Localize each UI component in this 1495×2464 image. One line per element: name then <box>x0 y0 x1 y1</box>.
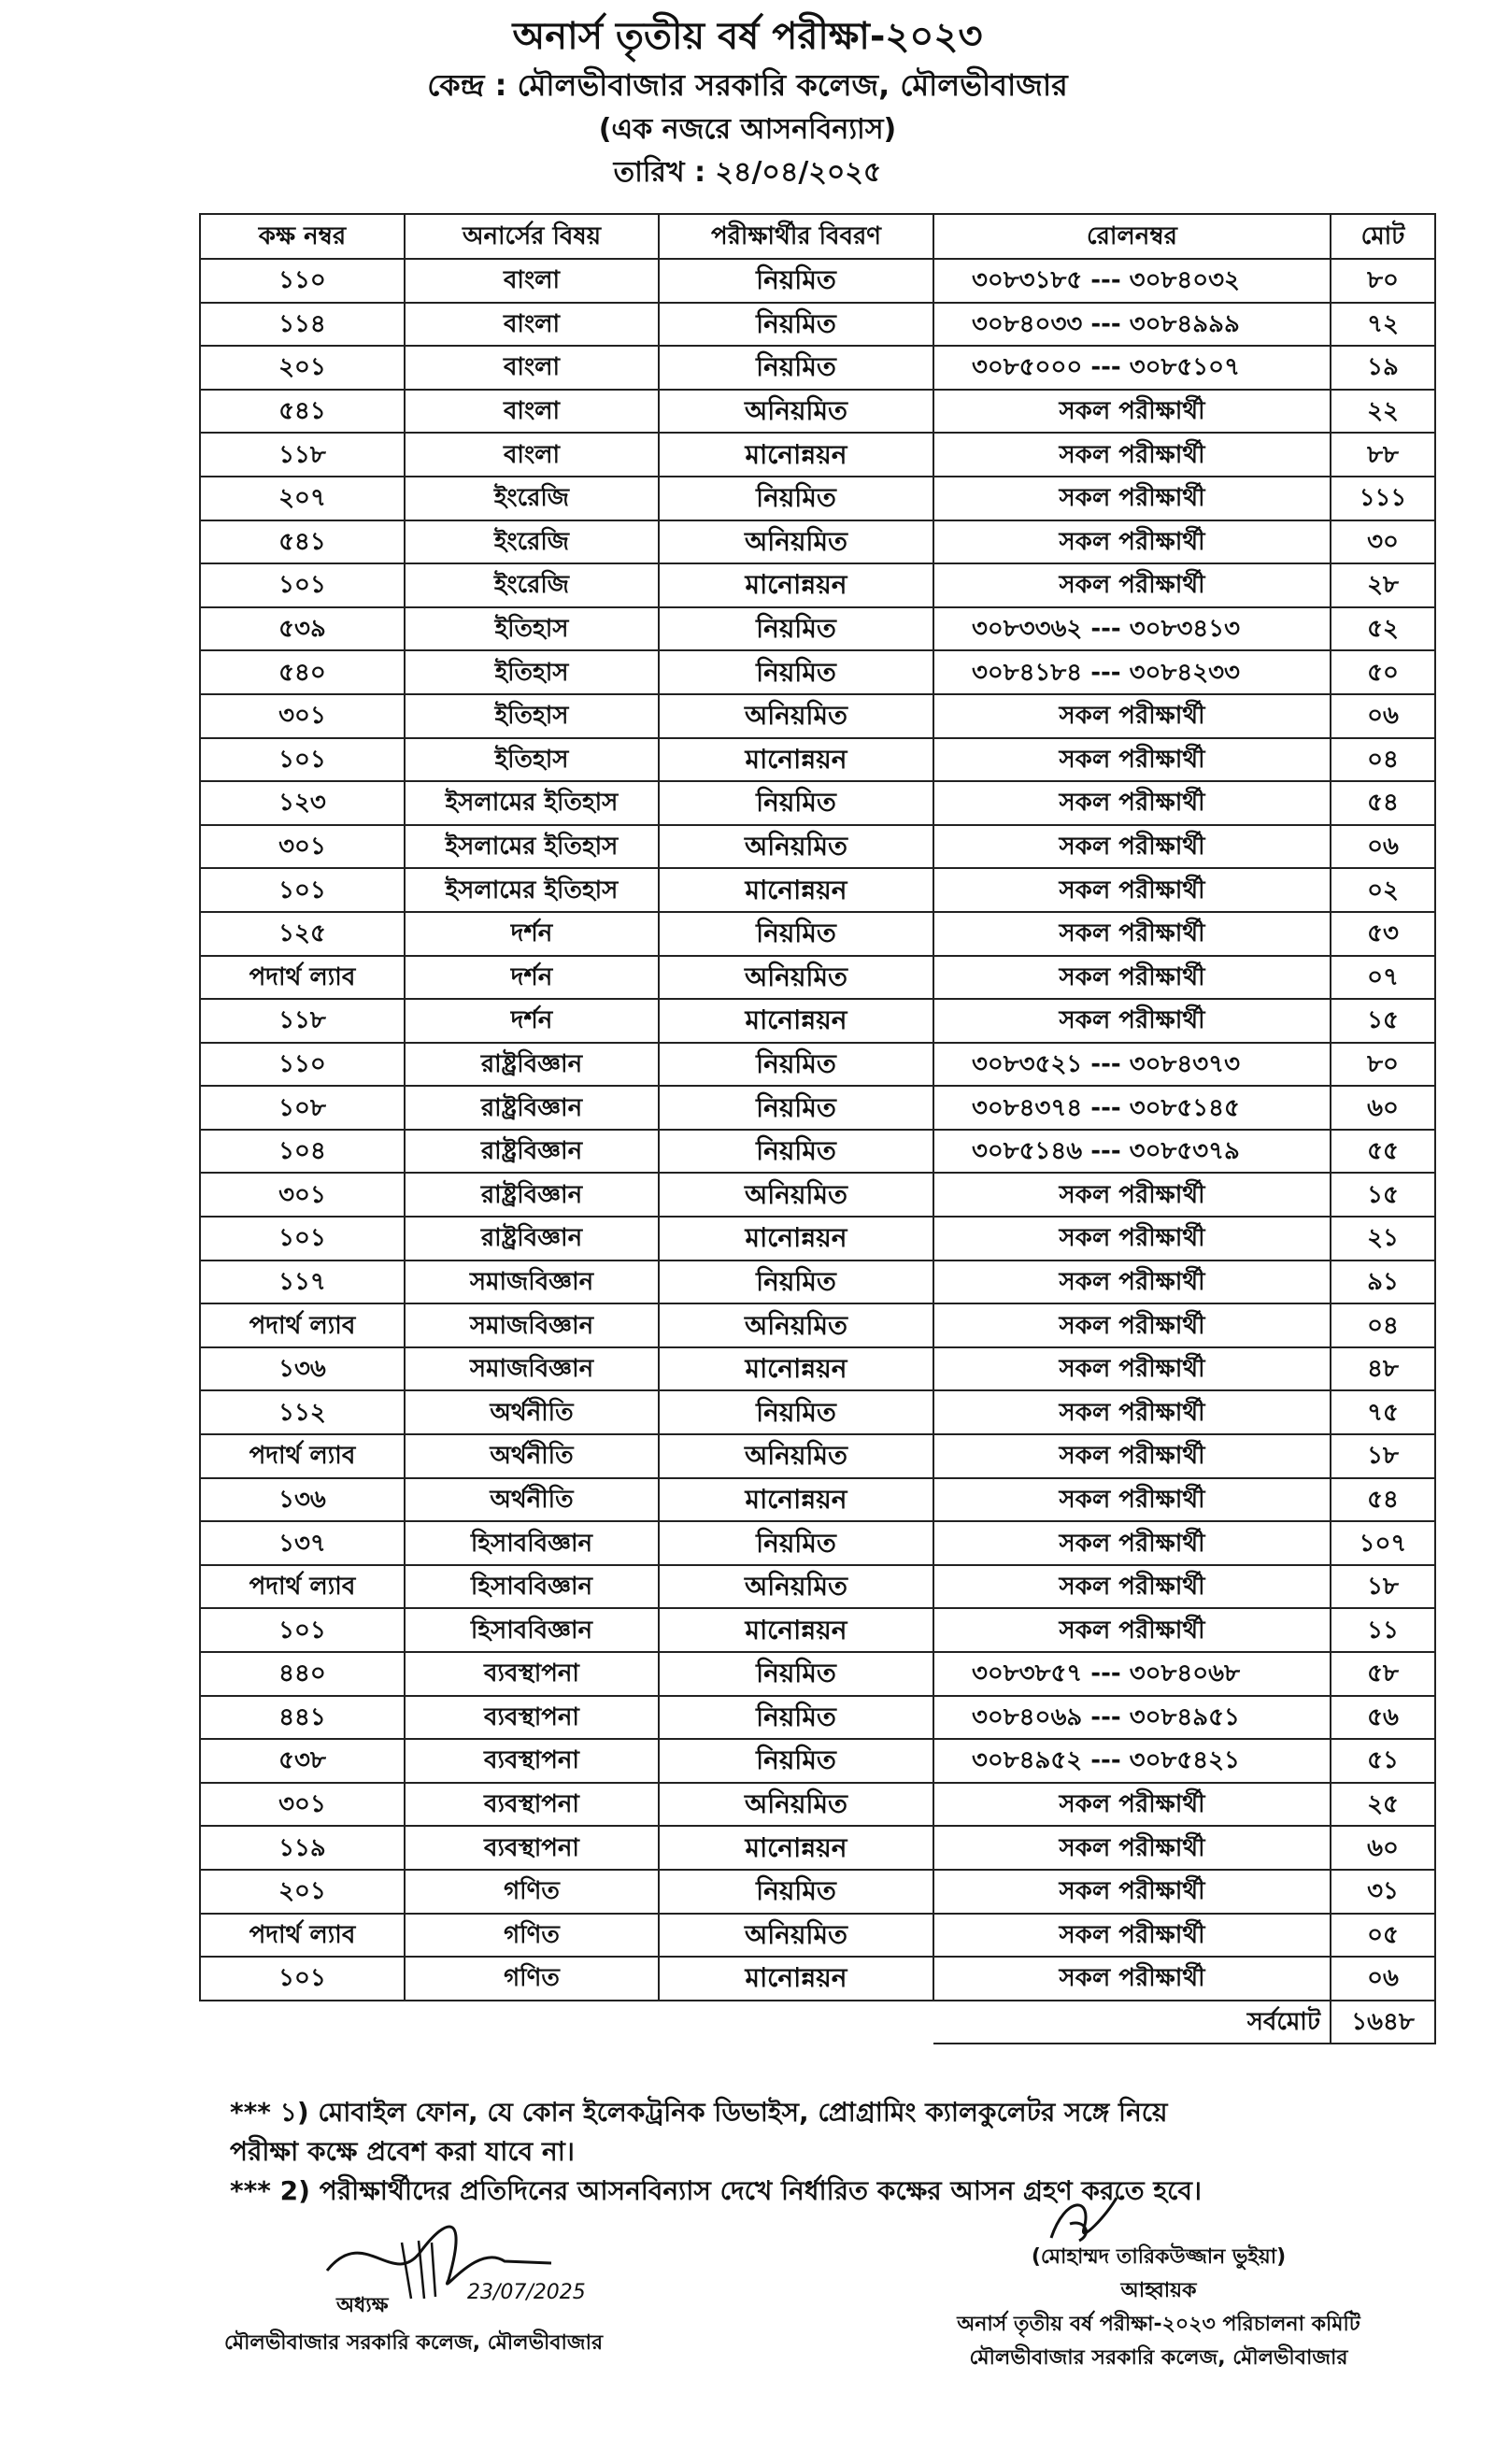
cell-examinee-type: মানোন্নয়ন <box>659 1826 933 1870</box>
cell-total: ১৫ <box>1331 999 1435 1043</box>
cell-room: ২০১ <box>200 346 405 390</box>
cell-subject: গণিত <box>405 1957 659 2001</box>
cell-room: পদার্থ ল্যাব <box>200 1434 405 1478</box>
cell-total: ৫৫ <box>1331 1130 1435 1174</box>
cell-subject: ইসলামের ইতিহাস <box>405 781 659 825</box>
cell-room: ১৩৬ <box>200 1347 405 1391</box>
cell-examinee-type: নিয়মিত <box>659 346 933 390</box>
table-row <box>200 650 1435 694</box>
grand-total-spacer <box>200 2001 933 2044</box>
cell-roll-range: সকল পরীক্ষার্থী <box>933 1870 1331 1914</box>
cell-total: ৮০ <box>1331 259 1435 303</box>
cell-room: ৫৪০ <box>200 650 405 694</box>
seat-plan-table <box>199 213 1436 2044</box>
cell-subject: দর্শন <box>405 912 659 956</box>
cell-examinee-type: নিয়মিত <box>659 650 933 694</box>
table-row <box>200 1086 1435 1130</box>
cell-examinee-type: নিয়মিত <box>659 1696 933 1740</box>
table-row <box>200 1390 1435 1434</box>
table-row <box>200 1478 1435 1522</box>
cell-room: ২০১ <box>200 1870 405 1914</box>
cell-examinee-type: অনিয়মিত <box>659 825 933 869</box>
cell-total: ২৫ <box>1331 1783 1435 1827</box>
note-1-line-1: *** ১) মোবাইল ফোন, যে কোন ইলেকট্রনিক ডিভাইস, প্রোগ্রামিং ক্যালকুলেটর সঙ্গে নিয়ে <box>230 2097 1168 2128</box>
cell-roll-range: সকল পরীক্ষার্থী <box>933 477 1331 520</box>
cell-total: ১১ <box>1331 1608 1435 1652</box>
cell-roll-range: সকল পরীক্ষার্থী <box>933 1521 1331 1565</box>
cell-subject: ব্যবস্থাপনা <box>405 1652 659 1696</box>
table-row <box>200 477 1435 520</box>
cell-subject: ব্যবস্থাপনা <box>405 1696 659 1740</box>
table-row <box>200 781 1435 825</box>
table-row <box>200 1043 1435 1087</box>
cell-room: ৪৪০ <box>200 1652 405 1696</box>
convener-name: (মোহাম্মদ তারিকউজ্জান ভুইয়া) <box>1031 2245 1287 2269</box>
cell-total: ১৯ <box>1331 346 1435 390</box>
cell-total: ৭৫ <box>1331 1390 1435 1434</box>
cell-total: ৫০ <box>1331 650 1435 694</box>
cell-total: ১০৭ <box>1331 1521 1435 1565</box>
cell-total: ৫১ <box>1331 1739 1435 1783</box>
cell-roll-range: সকল পরীক্ষার্থী <box>933 1390 1331 1434</box>
cell-roll-range: ৩০৮৪০৩৩ --- ৩০৮৪৯৯৯ <box>933 303 1331 347</box>
cell-examinee-type: নিয়মিত <box>659 1086 933 1130</box>
table-row <box>200 1783 1435 1827</box>
cell-subject: হিসাববিজ্ঞান <box>405 1521 659 1565</box>
cell-examinee-type: অনিয়মিত <box>659 694 933 738</box>
cell-roll-range: সকল পরীক্ষার্থী <box>933 912 1331 956</box>
cell-subject: রাষ্ট্রবিজ্ঞান <box>405 1217 659 1260</box>
cell-subject: বাংলা <box>405 390 659 434</box>
cell-examinee-type: অনিয়মিত <box>659 390 933 434</box>
cell-examinee-type: নিয়মিত <box>659 477 933 520</box>
cell-total: ৮৮ <box>1331 433 1435 477</box>
cell-examinee-type: নিয়মিত <box>659 1739 933 1783</box>
table-row <box>200 1652 1435 1696</box>
cell-total: ১৮ <box>1331 1434 1435 1478</box>
table-row <box>200 1434 1435 1478</box>
col-header-subject: অনার্সের বিষয় <box>405 214 659 259</box>
document-subtitle: (এক নজরে আসনবিন্যাস) <box>598 113 897 146</box>
cell-subject: অর্থনীতি <box>405 1390 659 1434</box>
cell-subject: গণিত <box>405 1870 659 1914</box>
cell-roll-range: সকল পরীক্ষার্থী <box>933 1303 1331 1347</box>
cell-room: ১৩৭ <box>200 1521 405 1565</box>
cell-total: ৮০ <box>1331 1043 1435 1087</box>
cell-roll-range: সকল পরীক্ষার্থী <box>933 825 1331 869</box>
cell-room: ১২৫ <box>200 912 405 956</box>
note-1-line-2: পরীক্ষা কক্ষে প্রবেশ করা যাবে না। <box>230 2136 575 2167</box>
cell-total: ৯১ <box>1331 1260 1435 1304</box>
cell-room: পদার্থ ল্যাব <box>200 1565 405 1609</box>
cell-roll-range: সকল পরীক্ষার্থী <box>933 738 1331 782</box>
cell-examinee-type: নিয়মিত <box>659 607 933 651</box>
cell-room: ৫৪১ <box>200 520 405 564</box>
cell-total: ২১ <box>1331 1217 1435 1260</box>
cell-examinee-type: অনিয়মিত <box>659 1914 933 1958</box>
cell-subject: ইংরেজি <box>405 520 659 564</box>
cell-room: পদার্থ ল্যাব <box>200 1914 405 1958</box>
cell-subject: ইসলামের ইতিহাস <box>405 825 659 869</box>
convener-role: আহ্বায়ক <box>1120 2279 1197 2302</box>
committee-name: অনার্স তৃতীয় বর্ষ পরীক্ষা-২০২৩ পরিচালনা কমিটি <box>957 2313 1360 2336</box>
table-row <box>200 738 1435 782</box>
cell-total: ৩১ <box>1331 1870 1435 1914</box>
cell-roll-range: ৩০৮৩৩৬২ --- ৩০৮৩৪১৩ <box>933 607 1331 651</box>
cell-roll-range: সকল পরীক্ষার্থী <box>933 868 1331 912</box>
cell-total: ০২ <box>1331 868 1435 912</box>
cell-examinee-type: মানোন্নয়ন <box>659 999 933 1043</box>
cell-examinee-type: মানোন্নয়ন <box>659 868 933 912</box>
cell-roll-range: সকল পরীক্ষার্থী <box>933 694 1331 738</box>
table-header-row <box>200 214 1435 259</box>
document-header <box>0 11 1495 194</box>
cell-roll-range: ৩০৮৪১৮৪ --- ৩০৮৪২৩৩ <box>933 650 1331 694</box>
cell-subject: ইংরেজি <box>405 477 659 520</box>
cell-total: ৬০ <box>1331 1086 1435 1130</box>
cell-room: ১৩৬ <box>200 1478 405 1522</box>
cell-roll-range: ৩০৮৪৩৭৪ --- ৩০৮৫১৪৫ <box>933 1086 1331 1130</box>
cell-room: ১০১ <box>200 1957 405 2001</box>
cell-total: ০৪ <box>1331 738 1435 782</box>
cell-room: ৩০১ <box>200 1173 405 1217</box>
cell-examinee-type: অনিয়মিত <box>659 520 933 564</box>
cell-room: ১০৮ <box>200 1086 405 1130</box>
cell-total: ৫৩ <box>1331 912 1435 956</box>
cell-room: ১০৪ <box>200 1130 405 1174</box>
cell-examinee-type: নিয়মিত <box>659 1043 933 1087</box>
cell-roll-range: সকল পরীক্ষার্থী <box>933 1260 1331 1304</box>
cell-room: ৩০১ <box>200 694 405 738</box>
cell-roll-range: ৩০৮৫১৪৬ --- ৩০৮৫৩৭৯ <box>933 1130 1331 1174</box>
cell-roll-range: সকল পরীক্ষার্থী <box>933 1478 1331 1522</box>
col-header-room: কক্ষ নম্বর <box>200 214 405 259</box>
cell-examinee-type: নিয়মিত <box>659 1390 933 1434</box>
table-row <box>200 999 1435 1043</box>
table-row <box>200 1347 1435 1391</box>
cell-subject: দর্শন <box>405 956 659 1000</box>
cell-roll-range: সকল পরীক্ষার্থী <box>933 1434 1331 1478</box>
cell-roll-range: ৩০৮৩১৮৫ --- ৩০৮৪০৩২ <box>933 259 1331 303</box>
cell-total: ৭২ <box>1331 303 1435 347</box>
table-row <box>200 1957 1435 2001</box>
cell-examinee-type: নিয়মিত <box>659 1870 933 1914</box>
cell-subject: অর্থনীতি <box>405 1434 659 1478</box>
cell-examinee-type: নিয়মিত <box>659 912 933 956</box>
cell-total: ৫২ <box>1331 607 1435 651</box>
cell-room: ৫৪১ <box>200 390 405 434</box>
table-row <box>200 563 1435 607</box>
cell-total: ০৪ <box>1331 1303 1435 1347</box>
cell-examinee-type: অনিয়মিত <box>659 1303 933 1347</box>
cell-subject: হিসাববিজ্ঞান <box>405 1608 659 1652</box>
cell-roll-range: ৩০৮৩৫২১ --- ৩০৮৪৩৭৩ <box>933 1043 1331 1087</box>
table-row <box>200 1260 1435 1304</box>
cell-total: ২২ <box>1331 390 1435 434</box>
table-row <box>200 1521 1435 1565</box>
cell-examinee-type: মানোন্নয়ন <box>659 563 933 607</box>
grand-total-label: সর্বমোট <box>933 2001 1331 2044</box>
table-row <box>200 1826 1435 1870</box>
cell-examinee-type: অনিয়মিত <box>659 956 933 1000</box>
cell-subject: সমাজবিজ্ঞান <box>405 1260 659 1304</box>
cell-examinee-type: মানোন্নয়ন <box>659 1608 933 1652</box>
col-header-total: মোট <box>1331 214 1435 259</box>
cell-room: ১০১ <box>200 1608 405 1652</box>
cell-roll-range: সকল পরীক্ষার্থী <box>933 433 1331 477</box>
table-row <box>200 956 1435 1000</box>
cell-room: ৫৩৯ <box>200 607 405 651</box>
instructions <box>230 2093 1445 2211</box>
cell-room: ১১৯ <box>200 1826 405 1870</box>
cell-subject: হিসাববিজ্ঞান <box>405 1565 659 1609</box>
table-row <box>200 1565 1435 1609</box>
table-row <box>200 1217 1435 1260</box>
cell-subject: বাংলা <box>405 303 659 347</box>
cell-examinee-type: নিয়মিত <box>659 781 933 825</box>
table-row <box>200 1739 1435 1783</box>
table-row <box>200 868 1435 912</box>
cell-roll-range: সকল পরীক্ষার্থী <box>933 1914 1331 1958</box>
cell-subject: রাষ্ট্রবিজ্ঞান <box>405 1086 659 1130</box>
table-row <box>200 694 1435 738</box>
cell-room: ১১৪ <box>200 303 405 347</box>
cell-room: পদার্থ ল্যাব <box>200 956 405 1000</box>
cell-roll-range: সকল পরীক্ষার্থী <box>933 1608 1331 1652</box>
cell-subject: অর্থনীতি <box>405 1478 659 1522</box>
cell-roll-range: ৩০৮৪০৬৯ --- ৩০৮৪৯৫১ <box>933 1696 1331 1740</box>
cell-roll-range: সকল পরীক্ষার্থী <box>933 1347 1331 1391</box>
cell-roll-range: সকল পরীক্ষার্থী <box>933 1957 1331 2001</box>
cell-examinee-type: মানোন্নয়ন <box>659 1217 933 1260</box>
cell-total: ১১১ <box>1331 477 1435 520</box>
cell-room: ৩০১ <box>200 825 405 869</box>
table-row <box>200 390 1435 434</box>
note-2: *** 2) পরীক্ষার্থীদের প্রতিদিনের আসনবিন্যাস দেখে নির্ধারিত কক্ষের আসন গ্রহণ করতে হবে। <box>230 2175 1202 2206</box>
cell-total: ১৮ <box>1331 1565 1435 1609</box>
cell-room: ১০১ <box>200 563 405 607</box>
cell-examinee-type: নিয়মিত <box>659 303 933 347</box>
cell-examinee-type: মানোন্নয়ন <box>659 1957 933 2001</box>
table-row <box>200 1303 1435 1347</box>
cell-room: ১১০ <box>200 1043 405 1087</box>
cell-subject: রাষ্ট্রবিজ্ঞান <box>405 1173 659 1217</box>
cell-roll-range: সকল পরীক্ষার্থী <box>933 1565 1331 1609</box>
cell-roll-range: ৩০৮৫০০০ --- ৩০৮৫১০৭ <box>933 346 1331 390</box>
cell-roll-range: সকল পরীক্ষার্থী <box>933 1826 1331 1870</box>
cell-examinee-type: অনিয়মিত <box>659 1173 933 1217</box>
cell-room: ১১৮ <box>200 433 405 477</box>
cell-examinee-type: নিয়মিত <box>659 1260 933 1304</box>
cell-subject: বাংলা <box>405 346 659 390</box>
cell-subject: ব্যবস্থাপনা <box>405 1739 659 1783</box>
cell-roll-range: সকল পরীক্ষার্থী <box>933 520 1331 564</box>
exam-title: অনার্স তৃতীয় বর্ষ পরীক্ষা-২০২৩ <box>512 15 983 58</box>
signature-date-scrawl: 23/07/2025 <box>467 2281 586 2304</box>
cell-subject: রাষ্ট্রবিজ্ঞান <box>405 1043 659 1087</box>
cell-total: ৫৪ <box>1331 781 1435 825</box>
cell-total: ০৬ <box>1331 825 1435 869</box>
cell-subject: ইসলামের ইতিহাস <box>405 868 659 912</box>
cell-room: ২০৭ <box>200 477 405 520</box>
cell-roll-range: ৩০৮৩৮৫৭ --- ৩০৮৪০৬৮ <box>933 1652 1331 1696</box>
table-row <box>200 433 1435 477</box>
cell-room: ৪৪১ <box>200 1696 405 1740</box>
principal-org: মৌলভীবাজার সরকারি কলেজ, মৌলভীবাজার <box>224 2331 604 2355</box>
exam-date: তারিখ : ২৪/০৪/২০২৫ <box>613 156 882 189</box>
table-row <box>200 607 1435 651</box>
cell-total: ৬০ <box>1331 1826 1435 1870</box>
center-name: কেন্দ্র : মৌলভীবাজার সরকারি কলেজ, মৌলভীবাজার <box>427 67 1068 103</box>
cell-total: ৫৪ <box>1331 1478 1435 1522</box>
cell-room: ১২৩ <box>200 781 405 825</box>
cell-subject: গণিত <box>405 1914 659 1958</box>
cell-examinee-type: মানোন্নয়ন <box>659 738 933 782</box>
cell-total: ০৬ <box>1331 694 1435 738</box>
cell-roll-range: সকল পরীক্ষার্থী <box>933 956 1331 1000</box>
cell-room: ১০১ <box>200 868 405 912</box>
table-row <box>200 520 1435 564</box>
table-row <box>200 259 1435 303</box>
cell-room: ৫৩৮ <box>200 1739 405 1783</box>
cell-total: ০৫ <box>1331 1914 1435 1958</box>
table-row <box>200 912 1435 956</box>
cell-examinee-type: মানোন্নয়ন <box>659 1478 933 1522</box>
cell-total: ০৬ <box>1331 1957 1435 2001</box>
cell-subject: বাংলা <box>405 433 659 477</box>
table-row <box>200 825 1435 869</box>
cell-subject: ব্যবস্থাপনা <box>405 1783 659 1827</box>
cell-subject: সমাজবিজ্ঞান <box>405 1303 659 1347</box>
table-row <box>200 1914 1435 1958</box>
cell-roll-range: সকল পরীক্ষার্থী <box>933 563 1331 607</box>
cell-subject: ইতিহাস <box>405 694 659 738</box>
table-row <box>200 346 1435 390</box>
cell-roll-range: ৩০৮৪৯৫২ --- ৩০৮৫৪২১ <box>933 1739 1331 1783</box>
cell-room: ১১২ <box>200 1390 405 1434</box>
cell-total: ৫৬ <box>1331 1696 1435 1740</box>
cell-total: ১৫ <box>1331 1173 1435 1217</box>
principal-signature-block <box>224 2287 748 2362</box>
convener-org: মৌলভীবাজার সরকারি কলেজ, মৌলভীবাজার <box>969 2346 1348 2370</box>
cell-examinee-type: নিয়মিত <box>659 1130 933 1174</box>
cell-examinee-type: অনিয়মিত <box>659 1565 933 1609</box>
cell-examinee-type: মানোন্নয়ন <box>659 1347 933 1391</box>
convener-signature-block <box>878 2241 1439 2375</box>
cell-total: ২৮ <box>1331 563 1435 607</box>
cell-subject: ইংরেজি <box>405 563 659 607</box>
cell-examinee-type: অনিয়মিত <box>659 1434 933 1478</box>
cell-room: ১১৮ <box>200 999 405 1043</box>
table-body <box>200 259 1435 2001</box>
cell-total: ০৭ <box>1331 956 1435 1000</box>
cell-room: ৩০১ <box>200 1783 405 1827</box>
cell-roll-range: সকল পরীক্ষার্থী <box>933 390 1331 434</box>
table-row <box>200 1696 1435 1740</box>
cell-roll-range: সকল পরীক্ষার্থী <box>933 1173 1331 1217</box>
cell-subject: ইতিহাস <box>405 650 659 694</box>
cell-room: পদার্থ ল্যাব <box>200 1303 405 1347</box>
cell-examinee-type: নিয়মিত <box>659 1521 933 1565</box>
principal-role: অধ্যক্ষ <box>336 2294 389 2317</box>
table-row <box>200 1870 1435 1914</box>
cell-room: ১১০ <box>200 259 405 303</box>
cell-roll-range: সকল পরীক্ষার্থী <box>933 781 1331 825</box>
cell-subject: ব্যবস্থাপনা <box>405 1826 659 1870</box>
cell-subject: রাষ্ট্রবিজ্ঞান <box>405 1130 659 1174</box>
cell-examinee-type: মানোন্নয়ন <box>659 433 933 477</box>
cell-room: ১০১ <box>200 1217 405 1260</box>
cell-examinee-type: অনিয়মিত <box>659 1783 933 1827</box>
col-header-examinee-type: পরীক্ষার্থীর বিবরণ <box>659 214 933 259</box>
cell-subject: বাংলা <box>405 259 659 303</box>
cell-subject: ইতিহাস <box>405 738 659 782</box>
cell-examinee-type: নিয়মিত <box>659 1652 933 1696</box>
cell-total: ৪৮ <box>1331 1347 1435 1391</box>
table-row <box>200 1130 1435 1174</box>
cell-roll-range: সকল পরীক্ষার্থী <box>933 1217 1331 1260</box>
table-row <box>200 1608 1435 1652</box>
cell-subject: সমাজবিজ্ঞান <box>405 1347 659 1391</box>
cell-roll-range: সকল পরীক্ষার্থী <box>933 1783 1331 1827</box>
table-row <box>200 1173 1435 1217</box>
cell-subject: ইতিহাস <box>405 607 659 651</box>
grand-total-value: ১৬৪৮ <box>1331 2001 1435 2044</box>
cell-total: ৩০ <box>1331 520 1435 564</box>
cell-roll-range: সকল পরীক্ষার্থী <box>933 999 1331 1043</box>
cell-examinee-type: নিয়মিত <box>659 259 933 303</box>
cell-total: ৫৮ <box>1331 1652 1435 1696</box>
col-header-roll: রোলনম্বর <box>933 214 1331 259</box>
cell-room: ১০১ <box>200 738 405 782</box>
table-row <box>200 303 1435 347</box>
grand-total-row <box>200 2001 1435 2044</box>
cell-subject: দর্শন <box>405 999 659 1043</box>
cell-room: ১১৭ <box>200 1260 405 1304</box>
